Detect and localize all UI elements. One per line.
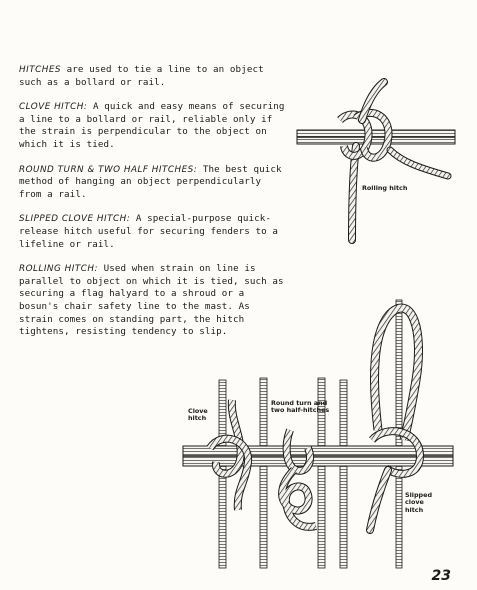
clove-hitch-label: Clove hitch (188, 407, 208, 423)
desc-round-turn: The best quick method of hanging an object perpendicularly from a rail. (19, 163, 282, 200)
term-slipped-clove: SLIPPED CLOVE HITCH: (19, 214, 131, 225)
slipped-clove-label: Slipped clove hitch (405, 491, 433, 514)
term-round-turn: ROUND TURN & TWO HALF HITCHES: (19, 164, 198, 175)
page-number: 23 (431, 568, 451, 584)
desc-hitches: are used to tie a line to an object such as a bollard or rail. (19, 64, 264, 88)
desc-rolling-hitch: Used when strain on line is parallel to object on which it is tied, such as securing a flag halyard to a shroud or a bosun's chair safety line to the mast. As strain comes on standing part, the hitch tightens, resisting tendency to slip. (19, 263, 284, 338)
desc-slipped-clove: A special-purpose quick-release hitch useful for securing fenders to a lifeline or rail. (19, 213, 279, 250)
rolling-hitch-label: Rolling hitch (362, 184, 408, 192)
term-hitches: HITCHES (19, 65, 61, 75)
term-clove-hitch: CLOVE HITCH: (19, 102, 88, 113)
term-rolling-hitch: ROLLING HITCH: (19, 264, 98, 275)
round-turn-label: Round turn and two half-hitches (271, 399, 330, 415)
desc-clove-hitch: A quick and easy means of securing a line to a bollard or rail, reliable only if the strain is perpendicular to the object on which it is tied. (19, 101, 285, 150)
